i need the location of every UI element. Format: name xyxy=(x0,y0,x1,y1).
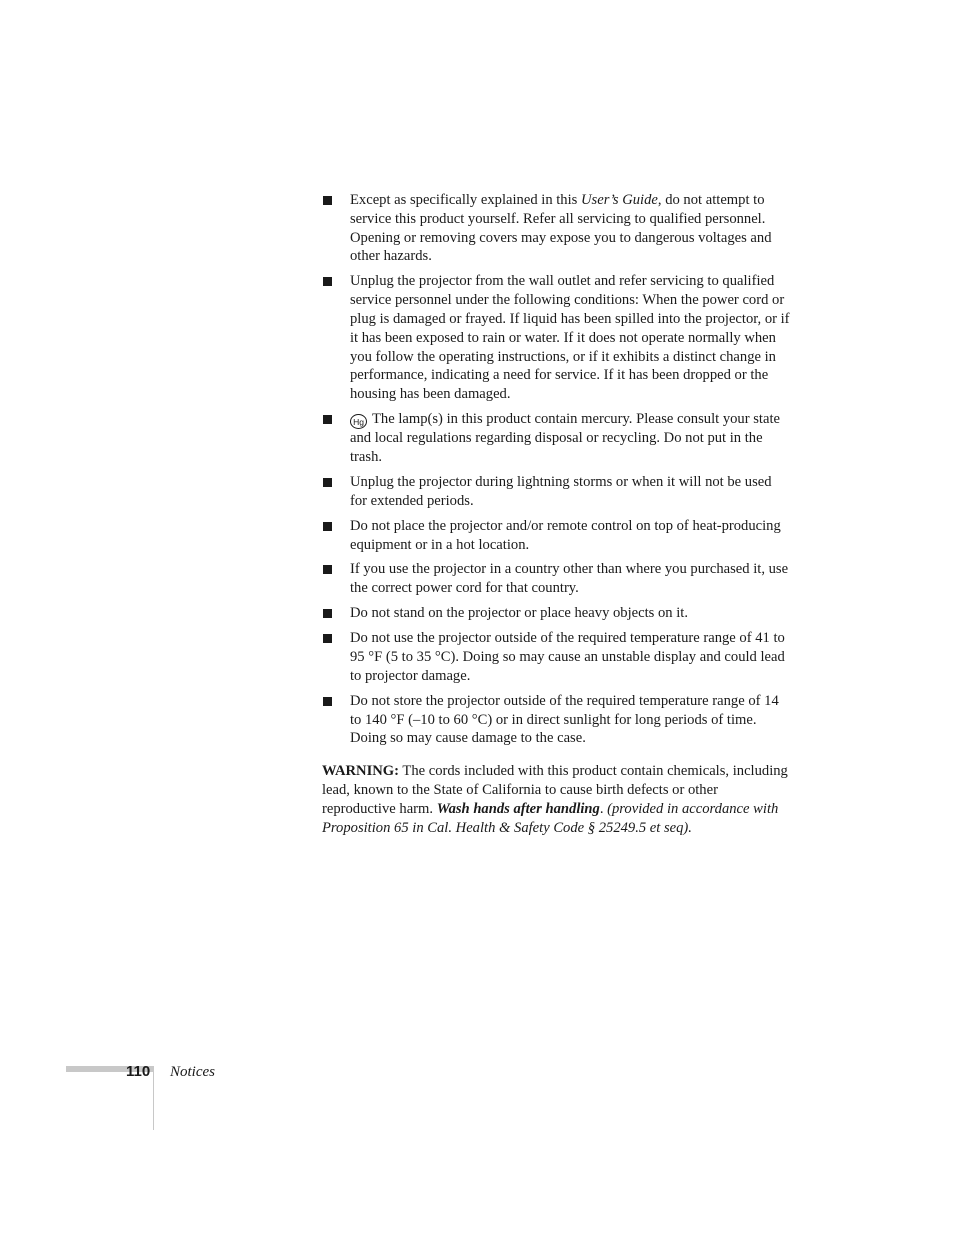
item-text: Unplug the projector from the wall outlet and refer servicing to qualified service personnel under the following conditions: When the power cord or plug is damaged or frayed. If liquid has been spilled into the projector, or if it has been exposed to rain or water. If it does not operate normally when you follow the operating instructions, or if it exhibits a distinct change in performance, indicating a need for service. If it has been dropped or the housing has been damaged. xyxy=(350,273,790,403)
notices-content xyxy=(322,191,792,852)
square-bullet-icon xyxy=(323,277,332,286)
square-bullet-icon xyxy=(323,697,332,706)
page-number: 110 xyxy=(126,1063,151,1080)
square-bullet-icon xyxy=(323,634,332,643)
item-text-after: , do not attempt to service this product yourself. Refer all servicing to qualified personnel. Opening or removing covers may expose you to dangerous voltages and other hazards. xyxy=(350,192,772,265)
square-bullet-icon xyxy=(323,196,332,205)
item-text: Do not stand on the projector or place heavy objects on it. xyxy=(350,605,688,622)
square-bullet-icon xyxy=(323,522,332,531)
warning-label: WARNING: xyxy=(322,763,400,780)
item-text: The lamp(s) in this product contain mercury. Please consult your state and local regulations regarding disposal or recycling. Do not put in the trash. xyxy=(350,411,780,465)
warning-text: The cords included with this product contain chemicals, including lead, known to the State of California to cause birth defects or other reproductive harm. xyxy=(322,763,788,817)
square-bullet-icon xyxy=(323,565,332,574)
mercury-hg-icon: Hg xyxy=(350,414,367,429)
list-item xyxy=(322,191,792,266)
square-bullet-icon xyxy=(323,478,332,487)
california-warning xyxy=(322,762,792,837)
list-item xyxy=(322,560,792,598)
item-text: Do not store the projector outside of the required temperature range of 14 to 140 °F (–10 to 60 °C) or in direct sunlight for long periods of time. Doing so may cause damage to the case. xyxy=(350,692,779,747)
square-bullet-icon xyxy=(323,609,332,618)
item-text: Do not use the projector outside of the required temperature range of 41 to 95 °F (5 to 35 °C). Doing so may cause an unstable display and could lead to projector damage. xyxy=(350,630,785,684)
proposition-65-citation: (provided in accordance with Proposition 65 in Cal. Health & Safety Code § 25249.5 et seq). xyxy=(322,800,779,836)
list-item xyxy=(322,410,792,467)
warning-period: . xyxy=(599,800,608,817)
list-item xyxy=(322,473,792,511)
list-item xyxy=(322,692,792,748)
wash-hands-notice: Wash hands after handling xyxy=(436,800,600,817)
footer-divider xyxy=(153,1066,154,1130)
safety-instructions-list xyxy=(322,191,792,748)
item-text: If you use the projector in a country other than where you purchased it, use the correct power cord for that country. xyxy=(350,561,789,597)
section-name: Notices xyxy=(170,1064,215,1080)
list-item xyxy=(322,517,792,555)
item-text: Unplug the projector during lightning storms or when it will not be used for extended periods. xyxy=(350,473,772,509)
item-text-before: Except as specifically explained in this xyxy=(350,192,581,208)
item-text: Do not place the projector and/or remote control on top of heat-producing equipment or in a hot location. xyxy=(350,517,781,553)
list-item xyxy=(322,604,792,623)
square-bullet-icon xyxy=(323,415,332,424)
list-item xyxy=(322,629,792,685)
users-guide-title: User’s Guide xyxy=(581,192,658,208)
list-item xyxy=(322,272,792,404)
